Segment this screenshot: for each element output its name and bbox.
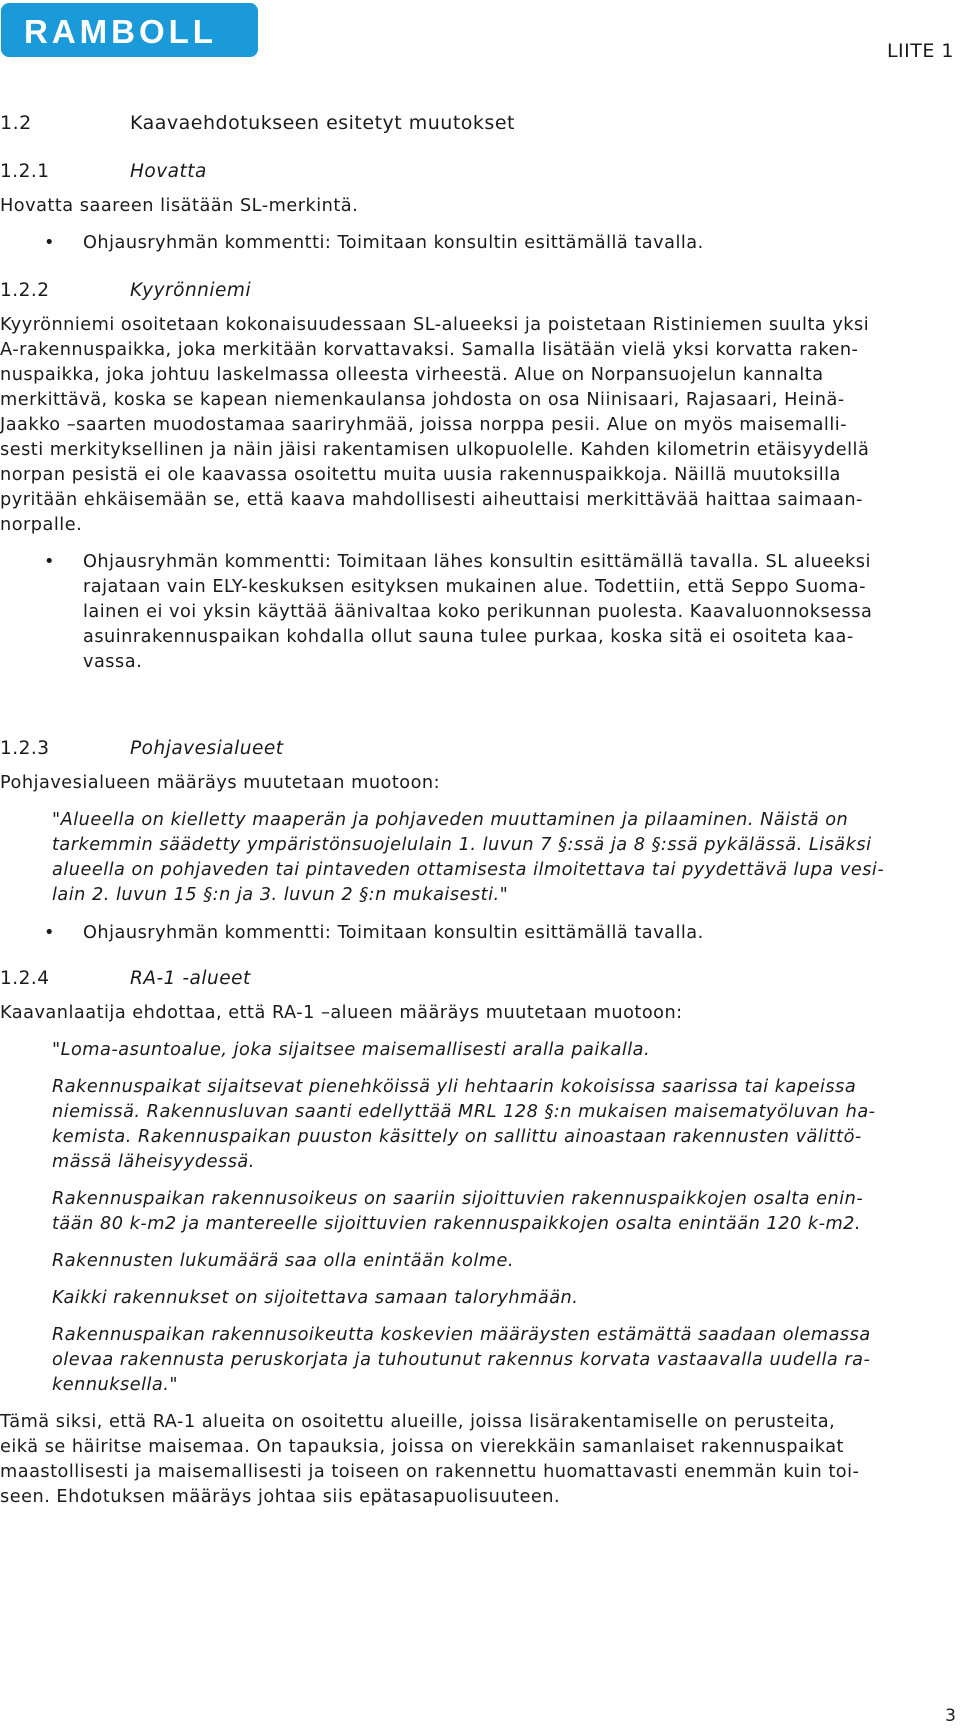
quote-line: tarkemmin säädetty ympäristönsuojelulain 1. luvun 7 §:ssä ja 8 §:ssä pykälässä. Lisäksi xyxy=(52,835,872,855)
kyyronniemi-body xyxy=(0,313,960,538)
kyyronniemi-number: 1.2.2 xyxy=(0,280,50,301)
body-line: sesti merkityksellinen ja näin jäisi rakentamisen ulkopuolelle. Kahden kilometrin etäisyydellä xyxy=(0,440,870,460)
bullet-icon: • xyxy=(44,233,55,253)
quote-line: kemista. Rakennuspaikan puuston käsittely on sallittu ainoastaan rakennusten välittö- xyxy=(52,1127,862,1147)
logo-text: RAMBOLL xyxy=(24,13,217,50)
body-line: norpalle. xyxy=(0,515,83,535)
document-body xyxy=(0,112,960,1510)
comment-line: rajataan vain ELY-keskuksen esityksen mukainen alue. Todettiin, että Seppo Suoma- xyxy=(83,577,866,597)
quote-line: mässä läheisyydessä. xyxy=(52,1152,255,1172)
quote-line: lain 2. luvun 15 §:n ja 3. luvun 2 §:n mukaisesti." xyxy=(52,885,509,905)
body-line: Kyyrönniemi osoitetaan kokonaisuudessaan SL-alueeksi ja poistetaan Ristiniemen suulta yksi xyxy=(0,315,870,335)
quote-line: "Loma-asuntoalue, joka sijaitsee maisemallisesti aralla paikalla. xyxy=(52,1040,651,1060)
ra1-quote xyxy=(0,1038,960,1398)
section-title: Kaavaehdotukseen esitetyt muutokset xyxy=(130,112,515,134)
ra1-intro: Kaavanlaatija ehdottaa, että RA-1 –alueen määräys muutetaan muotoon: xyxy=(0,1003,683,1023)
body-line: Tämä siksi, että RA-1 alueita on osoitettu alueille, joissa lisärakentamiselle on perusteita, xyxy=(0,1412,836,1432)
body-line: seen. Ehdotuksen määräys johtaa siis epätasapuolisuuteen. xyxy=(0,1487,561,1507)
bullet-icon: • xyxy=(44,923,55,943)
hovatta-title: Hovatta xyxy=(130,161,207,182)
quote-line: "Alueella on kielletty maaperän ja pohjaveden muuttaminen ja pilaaminen. Näistä on xyxy=(52,810,849,830)
body-line: eikä se häiritse maisemaa. On tapauksia, joissa on vierekkäin samanlaiset rakennuspaikat xyxy=(0,1437,844,1457)
quote-line: olevaa rakennusta peruskorjata ja tuhoutunut rakennus korvata vastaavalla uudella ra- xyxy=(52,1350,871,1370)
ra1-conclusion xyxy=(0,1410,960,1510)
comment-line: vassa. xyxy=(83,652,143,672)
kyyronniemi-heading xyxy=(0,280,960,301)
quote-line: Rakennuspaikan rakennusoikeus on saariin sijoittuvien rakennuspaikkojen osalta enin- xyxy=(52,1189,864,1209)
quote-line: Rakennuspaikat sijaitsevat pienehköissä yli hehtaarin kokoisissa saarissa tai kapeissa xyxy=(52,1077,857,1097)
body-line: nuspaikka, joka johtuu laskelmassa olleesta virheestä. Alue on Norpansuojelun kannalta xyxy=(0,365,824,385)
body-line: Jaakko –saarten muodostamaa saariryhmää, joissa norppa pesii. Alue on myös maisemalli- xyxy=(0,415,848,435)
hovatta-number: 1.2.1 xyxy=(0,161,50,182)
hovatta-comment xyxy=(0,231,960,256)
quote-paragraph xyxy=(52,1187,960,1237)
quote-line: Kaikki rakennukset on sijoitettava samaan taloryhmään. xyxy=(52,1288,579,1308)
quote-line: niemissä. Rakennusluvan saanti edellyttää MRL 128 §:n mukaisen maisematyöluvan ha- xyxy=(52,1102,876,1122)
bullet-icon: • xyxy=(44,552,55,572)
ra1-number: 1.2.4 xyxy=(0,968,50,989)
kyyronniemi-title: Kyyrönniemi xyxy=(130,280,252,301)
comment-line: lainen ei voi yksin käyttää äänivaltaa koko perikunnan puolesta. Kaavaluonnoksessa xyxy=(83,602,873,622)
pohjavesi-number: 1.2.3 xyxy=(0,738,50,759)
pohjavesi-quote xyxy=(0,808,960,908)
ra1-heading xyxy=(0,968,960,989)
pohjavesi-comment xyxy=(0,921,960,946)
body-line: pyritään ehkäisemään se, että kaava mahdollisesti aiheuttaisi merkittävää haittaa saimaan- xyxy=(0,490,863,510)
quote-line: Rakennusten lukumäärä saa olla enintään kolme. xyxy=(52,1251,514,1271)
comment-line: Ohjausryhmän kommentti: Toimitaan lähes konsultin esittämällä tavalla. SL alueeksi xyxy=(83,552,871,572)
body-line: A-rakennuspaikka, joka merkitään korvattavaksi. Samalla lisätään vielä yksi korvatta raken- xyxy=(0,340,859,360)
hovatta-comment-text: Ohjausryhmän kommentti: Toimitaan konsultin esittämällä tavalla. xyxy=(83,233,704,253)
kyyronniemi-comment-text xyxy=(83,550,872,675)
quote-line: kennuksella." xyxy=(52,1375,179,1395)
logo-graphic xyxy=(1,3,258,57)
pohjavesi-title: Pohjavesialueet xyxy=(130,738,284,759)
hovatta-body: Hovatta saareen lisätään SL-merkintä. xyxy=(0,196,359,216)
hovatta-heading xyxy=(0,161,960,182)
pohjavesi-heading xyxy=(0,738,960,759)
section-heading xyxy=(0,112,960,134)
quote-line: Rakennuspaikan rakennusoikeutta koskevien määräysten estämättä saadaan olemassa xyxy=(52,1325,871,1345)
pohjavesi-intro: Pohjavesialueen määräys muutetaan muotoon: xyxy=(0,773,441,793)
ra1-title: RA-1 -alueet xyxy=(130,968,251,989)
quote-line: tään 80 k-m2 ja mantereelle sijoittuvien rakennuspaikkojen osalta enintään 120 k-m2. xyxy=(52,1214,862,1234)
body-line: merkittävä, koska se kapean niemenkaulansa johdosta on osa Niinisaari, Rajasaari, Heinä- xyxy=(0,390,845,410)
section-number: 1.2 xyxy=(0,112,32,134)
ramboll-logo xyxy=(1,3,258,57)
page-number: 3 xyxy=(945,1706,956,1726)
comment-line: asuinrakennuspaikan kohdalla ollut sauna tulee purkaa, koska sitä ei osoiteta kaa- xyxy=(83,627,854,647)
annex-label: LIITE 1 xyxy=(886,40,954,62)
quote-paragraph xyxy=(52,1323,960,1398)
pohjavesi-comment-text: Ohjausryhmän kommentti: Toimitaan konsultin esittämällä tavalla. xyxy=(83,923,704,943)
quote-line: alueella on pohjaveden tai pintaveden ottamisesta ilmoitettava tai pyydettävä lupa vesi- xyxy=(52,860,885,880)
body-line: norpan pesistä ei ole kaavassa osoitettu muita uusia rakennuspaikkoja. Näillä muutoksilla xyxy=(0,465,841,485)
body-line: maastollisesti ja maisemallisesti ja toiseen on rakennettu huomattavasti enemmän kuin toi- xyxy=(0,1462,860,1482)
kyyronniemi-comment xyxy=(0,550,960,675)
quote-paragraph xyxy=(52,1075,960,1175)
